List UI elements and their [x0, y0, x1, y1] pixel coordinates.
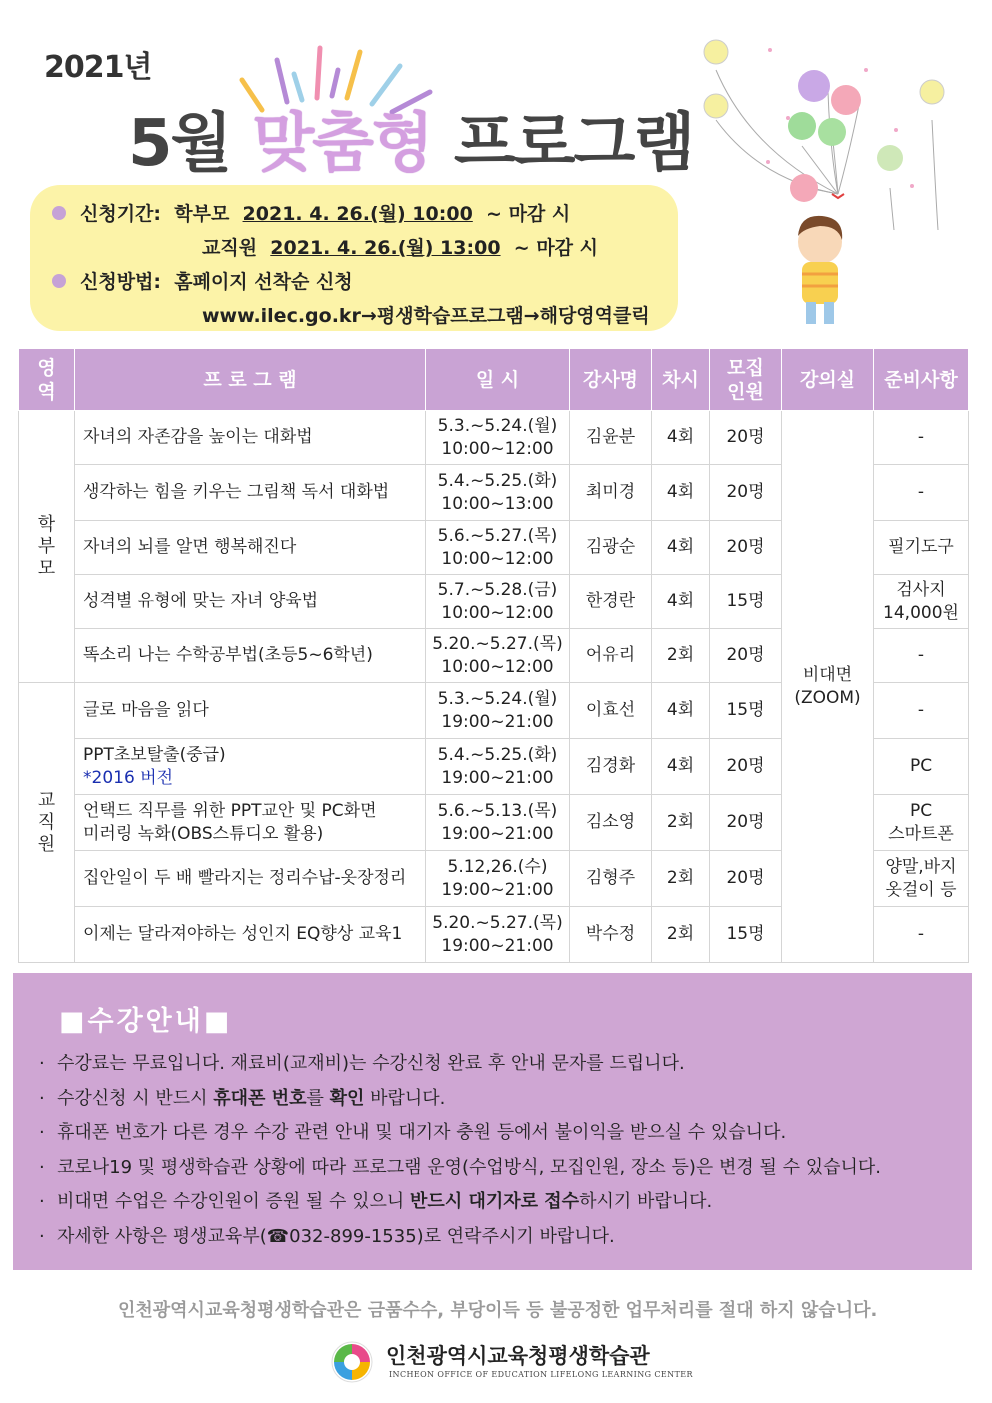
header-capacity: 모집 인원 — [710, 349, 782, 411]
instructor-cell: 한경란 — [570, 575, 652, 629]
girl-with-balloons-illustration-icon — [690, 30, 970, 330]
capacity-cell: 20명 — [710, 465, 782, 521]
schedule-cell: 5.20.~5.27.(목) 10:00~12:00 — [426, 629, 570, 683]
room-cell: 비대면 (ZOOM) — [782, 411, 874, 963]
header-area: 영 역 — [19, 349, 75, 411]
notice-item: · 수강료는 무료입니다. 재료비(교재비)는 수강신청 완료 후 안내 문자를 드립니다. — [39, 1053, 685, 1074]
program-name: PPT초보탈출(중급) — [83, 744, 226, 765]
header-sessions: 차시 — [652, 349, 710, 411]
sessions-cell: 2회 — [652, 795, 710, 851]
sessions-cell: 2회 — [652, 851, 710, 907]
instructor-cell: 김소영 — [570, 795, 652, 851]
instructor-cell: 최미경 — [570, 465, 652, 521]
schedule-cell: 5.4.~5.25.(화) 19:00~21:00 — [426, 739, 570, 795]
header-program: 프 로 그 램 — [75, 349, 426, 411]
program-name: 자녀의 뇌를 알면 행복해진다 — [83, 537, 297, 557]
prep-cell: 필기도구 — [874, 521, 969, 575]
method-line — [52, 267, 353, 294]
capacity-cell: 15명 — [710, 683, 782, 739]
capacity-cell: 20명 — [710, 851, 782, 907]
title-month: 5월 — [128, 107, 231, 181]
prep-cell: - — [874, 683, 969, 739]
title-highlight: 맞춤형 — [252, 107, 432, 181]
capacity-cell: 20명 — [710, 795, 782, 851]
program-name: 똑소리 나는 수학공부법(초등5~6학년) — [83, 645, 373, 665]
program-note: 미러링 녹화(OBS스튜디오 활용) — [83, 823, 324, 844]
program-cell — [75, 795, 426, 851]
header-room: 강의실 — [782, 349, 874, 411]
notice-item: · 비대면 수업은 수강인원이 증원 될 수 있으니 반드시 대기자로 접수하시기 바랍니다. — [39, 1191, 713, 1212]
capacity-cell: 15명 — [710, 575, 782, 629]
header-schedule: 일 시 — [426, 349, 570, 411]
bullet-dot-icon — [52, 206, 66, 220]
sessions-cell: 2회 — [652, 907, 710, 963]
program-cell — [75, 411, 426, 465]
org-logo-icon — [330, 1340, 374, 1384]
sessions-cell: 4회 — [652, 739, 710, 795]
table-header-row — [19, 349, 969, 411]
program-cell — [75, 907, 426, 963]
staff-date: 2021. 4. 26.(월) 13:00 — [270, 237, 501, 259]
instructor-cell: 김경화 — [570, 739, 652, 795]
period-staff-line — [52, 233, 598, 260]
org-english-name: INCHEON OFFICE OF EDUCATION LIFELONG LEARNING CENTER — [389, 1370, 693, 1379]
bullet-dot-icon — [52, 274, 66, 288]
schedule-cell: 5.3.~5.24.(월) 10:00~12:00 — [426, 411, 570, 465]
capacity-cell: 20명 — [710, 521, 782, 575]
method-label: 신청방법: — [80, 271, 162, 293]
capacity-cell: 20명 — [710, 739, 782, 795]
capacity-cell: 15명 — [710, 907, 782, 963]
period-label: 신청기간: — [80, 203, 162, 225]
program-cell — [75, 465, 426, 521]
prep-cell: - — [874, 465, 969, 521]
schedule-cell: 5.7.~5.28.(금) 10:00~12:00 — [426, 575, 570, 629]
sessions-cell: 4회 — [652, 521, 710, 575]
url-path-link[interactable]: www.ilec.go.kr→평생학습프로그램→해당영역클릭 — [202, 305, 650, 327]
prep-cell: - — [874, 907, 969, 963]
period-parent-line — [52, 199, 570, 226]
schedule-cell: 5.12,26.(수) 19:00~21:00 — [426, 851, 570, 907]
sessions-cell: 4회 — [652, 465, 710, 521]
program-cell — [75, 739, 426, 795]
program-schedule-table — [18, 348, 969, 963]
program-cell — [75, 575, 426, 629]
schedule-cell: 5.4.~5.25.(화) 10:00~13:00 — [426, 465, 570, 521]
notice-item: · 휴대폰 번호가 다른 경우 수강 관련 안내 및 대기자 충원 등에서 불이익을 받으실 수 있습니다. — [39, 1122, 787, 1143]
program-name: 언택드 직무를 위한 PPT교안 및 PC화면 — [83, 800, 377, 821]
program-cell — [75, 629, 426, 683]
notice-list — [39, 1047, 881, 1254]
org-name: 인천광역시교육청평생학습관 — [386, 1344, 650, 1368]
header-prep: 준비사항 — [874, 349, 969, 411]
integrity-statement: 인천광역시교육청평생학습관은 금품수수, 부당이득 등 불공정한 업무처리를 절대 하지 않습니다. — [118, 1300, 878, 1321]
notice-item: · 코로나19 및 평생학습관 상황에 따라 프로그램 운영(수업방식, 모집인원, 장소 등)은 변경 될 수 있습니다. — [39, 1156, 882, 1178]
schedule-cell: 5.6.~5.27.(목) 10:00~12:00 — [426, 521, 570, 575]
program-name: 집안일이 두 배 빨라지는 정리수납-옷장정리 — [83, 868, 407, 888]
area-cell-staff: 교 직 원 — [19, 683, 75, 963]
program-name: 생각하는 힘을 키우는 그림책 독서 대화법 — [83, 482, 390, 502]
table-row — [19, 411, 969, 465]
instructor-cell: 이효선 — [570, 683, 652, 739]
area-cell-parent: 학 부 모 — [19, 411, 75, 683]
program-cell — [75, 521, 426, 575]
program-name: 성격별 유형에 맞는 자녀 양육법 — [83, 591, 319, 611]
sessions-cell: 4회 — [652, 411, 710, 465]
instructor-cell: 김윤분 — [570, 411, 652, 465]
prep-cell: PC 스마트폰 — [874, 795, 969, 851]
schedule-cell: 5.3.~5.24.(월) 19:00~21:00 — [426, 683, 570, 739]
instructor-cell: 어유리 — [570, 629, 652, 683]
staff-label: 교직원 — [202, 237, 258, 259]
program-name: 자녀의 자존감을 높이는 대화법 — [83, 427, 313, 447]
program-cell — [75, 851, 426, 907]
header-instructor: 강사명 — [570, 349, 652, 411]
instructor-cell: 김형주 — [570, 851, 652, 907]
capacity-cell: 20명 — [710, 629, 782, 683]
prep-cell: - — [874, 629, 969, 683]
prep-cell: 양말,바지 옷걸이 등 — [874, 851, 969, 907]
parent-label: 학부모 — [174, 203, 230, 225]
sessions-cell: 4회 — [652, 575, 710, 629]
application-info-box — [30, 185, 678, 331]
notice-item: · 자세한 사항은 평생교육부(☎032-899-1535)로 연락주시기 바랍니다. — [39, 1225, 615, 1247]
parent-date: 2021. 4. 26.(월) 10:00 — [242, 203, 473, 225]
instructor-cell: 김광순 — [570, 521, 652, 575]
staff-tail: ~ 마감 시 — [513, 237, 598, 259]
program-name: 글로 마음을 읽다 — [83, 700, 209, 720]
capacity-cell: 20명 — [710, 411, 782, 465]
notice-title: ■수강안내■ — [59, 1006, 233, 1037]
parent-tail: ~ 마감 시 — [486, 203, 571, 225]
url-line — [52, 301, 650, 328]
program-cell — [75, 683, 426, 739]
program-name: 이제는 달라져야하는 성인지 EQ향상 교육1 — [83, 924, 403, 944]
instructor-cell: 박수정 — [570, 907, 652, 963]
title-rest: 프로그램 — [453, 107, 694, 181]
page-title — [128, 92, 693, 184]
schedule-cell: 5.6.~5.13.(목) 19:00~21:00 — [426, 795, 570, 851]
enrollment-notice-box — [13, 973, 972, 1270]
prep-cell: - — [874, 411, 969, 465]
sessions-cell: 4회 — [652, 683, 710, 739]
prep-cell: PC — [874, 739, 969, 795]
notice-item: · 수강신청 시 반드시 휴대폰 번호를 확인 바랍니다. — [39, 1087, 446, 1109]
program-note: *2016 버전 — [83, 767, 174, 788]
method-text: 홈페이지 선착순 신청 — [174, 271, 353, 293]
prep-cell: 검사지 14,000원 — [874, 575, 969, 629]
schedule-cell: 5.20.~5.27.(목) 19:00~21:00 — [426, 907, 570, 963]
year-label: 2021년 — [44, 50, 152, 85]
sessions-cell: 2회 — [652, 629, 710, 683]
